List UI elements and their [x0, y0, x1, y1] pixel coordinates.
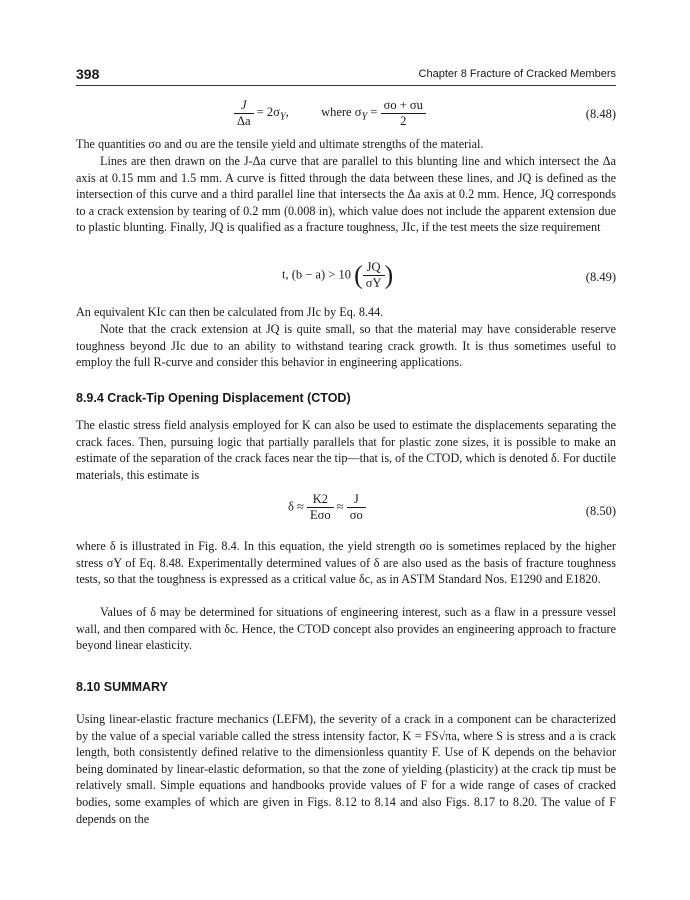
eq-8-48-rhs-num: σo + σu — [381, 98, 426, 114]
paragraph-5: The elastic stress field analysis employed for K can also be used to estimate the displacements separating the crack faces. Then, pursuing logic that partially parallels that for plastic zone sizes, it is possible to make an estimate of the separation of the crack faces near the tip—that is, of the CTOD, which is denoted δ. For ductile materials, this estimate is — [76, 418, 616, 482]
eq-8-50-fraction-2 — [347, 492, 366, 523]
page-number: 398 — [76, 66, 100, 82]
eq-8-50-num-2: J — [347, 492, 366, 508]
eq-8-50-num-1: K2 — [307, 492, 334, 508]
eq-8-49-lhs: t, (b − a) > 10 — [282, 267, 351, 282]
eq-8-48-lhs-den: Δa — [237, 114, 251, 128]
paragraph-1: The quantities σo and σu are the tensile yield and ultimate strengths of the material. — [76, 137, 484, 151]
eq-8-48-lhs-num: J — [241, 98, 247, 112]
running-head: Chapter 8 Fracture of Cracked Members — [418, 68, 616, 80]
eq-8-50-fraction-1 — [307, 492, 334, 523]
paragraph-8: Using linear-elastic fracture mechanics (LEFM), the severity of a crack in a component can be characterized by the value of a special variable called the stress intensity factor, K = FS√πa, where S is stress and a is crack length, both consistently defined relative to the dimensionless quantity F. Use of K depends on the behavior being dominated by linear-elastic deformation, so that the zone of yielding (plasticity) at the crack tip must be relatively small. Simple equations and handbooks provide values of F for a wide range of cases of cracked bodies, some examples of which are given in Figs. 8.12 to 8.14 and also Figs. 8.17 to 8.20. The value of F depends on the — [76, 712, 616, 826]
section-heading-8-9-4: 8.9.4 Crack-Tip Opening Displacement (CTOD) — [76, 391, 351, 405]
eq-8-49-fraction — [363, 260, 385, 291]
eq-8-48-equals: = $2\sigma_Y$, — [256, 105, 289, 123]
paragraph-4: Note that the crack extension at JQ is quite small, so that the material may have considerable reserve toughness beyond JIc due to an ability to withstand tearing crack growth. It is thus sometimes useful to employ the full R-curve and consider this behavior in engineering applications. — [76, 322, 616, 370]
paragraph-3: An equivalent KIc can then be calculated from JIc by Eq. 8.44. — [76, 305, 384, 319]
paragraph-6: where δ is illustrated in Fig. 8.4. In this equation, the yield strength σo is sometimes replaced by the higher stress σY of Eq. 8.48. Experimentally determined values of δ are also used as the basis of fracture toughness tests, so that the toughness is expressed as a critical value δc, as in ASTM Standard Nos. E1290 and E1820. — [76, 539, 616, 587]
paragraph-7: Values of δ may be determined for situations of engineering interest, such as a flaw in a pressure vessel wall, and then compared with δc. Hence, the CTOD concept also provides an engineering approach to fracture beyond linear elasticity. — [76, 605, 616, 653]
eq-8-48-number: (8.48) — [585, 107, 616, 121]
paragraph-2: Lines are then drawn on the J-Δa curve that are parallel to this blunting line and which intersect the Δa axis at 0.15 mm and 1.5 mm. A curve is fitted through the data between these lines, and JQ is defined as the intersection of this curve and a third parallel line that intersects the Δa axis at 0.2 mm. Hence, JQ corresponds to a crack extension by tearing of 0.2 mm (0.008 in), which value does not include the apparent extension due to plastic blunting. Finally, JQ is qualified as a fracture toughness, JIc, if the test meets the size requirement — [76, 154, 616, 235]
eq-8-50-lhs: δ ≈ — [288, 499, 304, 514]
eq-8-49-num: JQ — [363, 260, 385, 276]
eq-8-50-approx: ≈ — [336, 499, 344, 514]
equation-8-48 — [76, 98, 616, 134]
equation-8-50 — [76, 492, 616, 532]
eq-8-50-den-2: σo — [349, 508, 363, 522]
equation-8-49: t, (b − a) > 10 ( $\frac{JQ}{\sigma Y}$ ) (8.49) — [282, 260, 616, 290]
eq-8-50-number: (8.50) — [585, 504, 616, 518]
header-rule — [76, 85, 616, 86]
eq-8-49-number: (8.49) — [585, 270, 616, 284]
eq-8-48-rhs-den: 2 — [400, 114, 407, 128]
section-heading-8-10: 8.10 SUMMARY — [76, 680, 168, 694]
page-header — [76, 66, 616, 84]
eq-8-49-den: σY — [365, 276, 382, 290]
eq-8-50-den-1: Eσo — [310, 508, 331, 522]
eq-8-48-lhs-fraction — [234, 98, 254, 129]
eq-8-48-rhs-fraction — [381, 98, 426, 129]
eq-8-48-where: where $\sigma_Y$ = — [321, 105, 378, 123]
